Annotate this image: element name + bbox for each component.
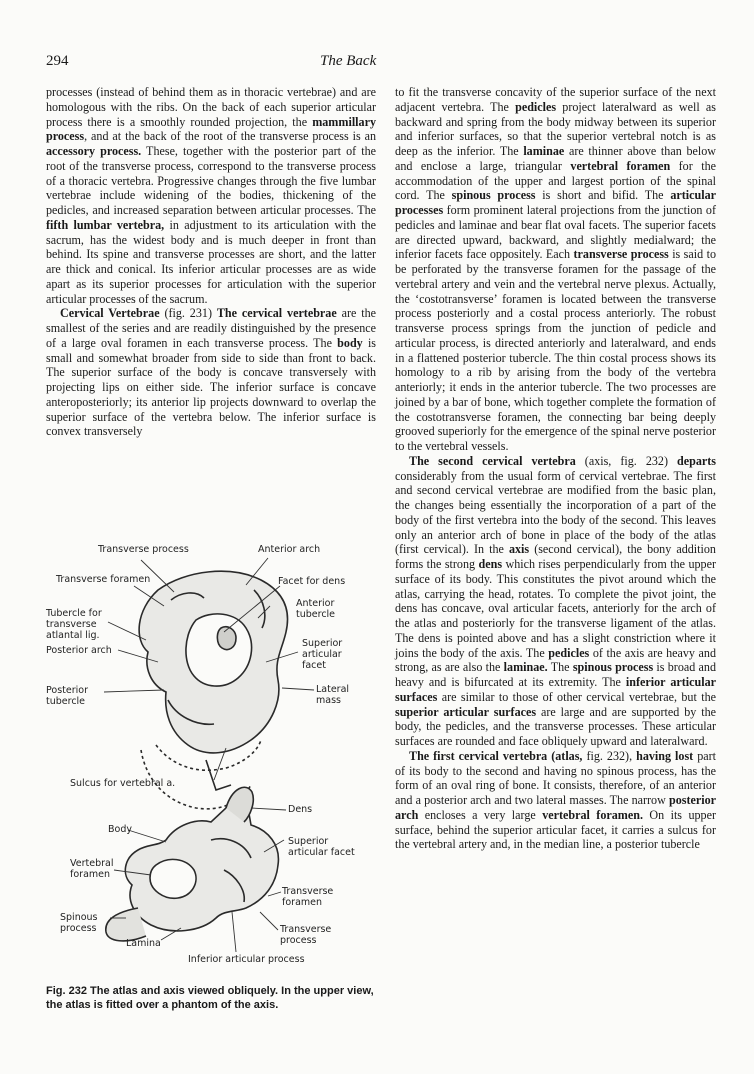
running-title: The Back (320, 53, 377, 69)
label-inferior-articular-process: Inferior articular process (188, 954, 305, 965)
paragraph: The first cervical vertebra (atlas, fig. 232), having lost part of its body to the second and having no spinous process, has the form of an oval ring of bone. It consists, therefore, of an anterior and a posterior arch and two lateral masses. The narrow posterior arch encloses a very large vertebral foramen. On its upper surface, behind the superior articular facet, it carries a sulcus for the vertebral artery and, in the median line, a posterior tubercle (395, 748, 716, 852)
label-anterior-arch: Anterior arch (258, 544, 321, 555)
label-superior-articular-facet: Superior articular facet (302, 638, 343, 671)
label-lamina: Lamina (126, 938, 161, 949)
paragraph: processes (instead of behind them as in thoracic vertebrae) and are homologous with the ribs. On the back of each superior articular process there is a smoothly rounded projection, the mammillary process, and at the back of the root of the transverse process is an accessory process. These, together with the posterior part of the root of the transverse process, correspond to the transverse process of a thoracic vertebra. Progressive changes through the five lumbar vertebrae include widening of the bodies, thickening of the pedicles, and increased separation between articular processes. The fifth lumbar vertebra, in adjustment to its articulation with the sacrum, has the widest body and is much deeper in front than behind. Its spine and transverse processes are short, and the latter are thick and conical. Its inferior articular processes are as wide apart as its superior processes for articulation with the superior articular processes of the sacrum. (46, 85, 376, 306)
paragraph: to fit the transverse concavity of the superior surface of the next adjacent vertebra. The pedicles project lateralward as well as backward and spring from the body midway between its superior and inferior surfaces, so that the superior vertebral notch is as deep as the inferior. The laminae are thinner above than below and enclose a large, triangular vertebral foramen for the accommodation of the upper and largest portion of the spinal cord. The spinous process is short and bifid. The articular processes form prominent lateral projections from the junction of pedicles and laminae and bear flat oval facets. The superior facets are directed upward, backward, and slightly medialward; the inferior facets face oppositely. Each transverse process is said to be perforated by the transverse foramen for the passage of the vertebral artery and vein and the vertebral nerve plexus. Actually, the ‘costotransverse’ foramen is located between the transverse process posteriorly and a costal process anteriorly. The robust transverse process springs from the junction of pedicle and articular process, is directed anteriorly and lateralward, and ends in a flattened posterior tubercle. The thin costal process shows its homology to a rib by arising from the body of the vertebra anteriorly; it ends in the anterior tubercle. The two processes are joined by a bar of bone, which together complete the formation of the costotransverse foramen, the connecting bar being deeply grooved superiorly for the emergence of the spinal nerve posterior to the vertebral vessels. (395, 85, 716, 453)
label-anterior-tubercle: Anterior tubercle (296, 598, 336, 620)
label-facet-for-dens: Facet for dens (278, 576, 346, 587)
label-transverse-process-axis: Transverse process (280, 924, 332, 946)
label-posterior-tubercle: Posterior tubercle (46, 685, 88, 707)
paragraph: Cervical Vertebrae (fig. 231) The cervical vertebrae are the smallest of the series and are readily distinguished by the presence of a large oval foramen in each transverse process. The body is small and somewhat broader from side to side than front to back. The superior surface of the body is concave transversely with projecting lips on either side. The inferior surface is concave anteroposteriorly; its anterior lip projects downward to overlap the superior surface of the vertebra below. The inferior surface is convex transversely (46, 306, 377, 439)
left-column (46, 85, 376, 439)
label-posterior-arch: Posterior arch (46, 645, 112, 656)
label-dens: Dens (288, 804, 313, 815)
page-number: 294 (46, 53, 69, 69)
label-vertebral-foramen: Vertebral foramen (70, 858, 114, 880)
figure-caption: Fig. 232 The atlas and axis viewed obliquely. In the upper view, the atlas is fitted over a phantom of the axis. (46, 985, 374, 1011)
right-column (395, 85, 716, 852)
label-transverse-foramen-axis: Transverse foramen (282, 886, 334, 908)
label-superior-articular-facet-axis: Superior articular facet (288, 836, 355, 858)
label-transverse-process: Transverse process (98, 544, 189, 555)
label-transverse-foramen: Transverse foramen (56, 574, 151, 585)
figure-atlas-axis (46, 540, 376, 970)
label-tubercle-for-ligament: Tubercle for transverse atlantal lig. (46, 608, 102, 641)
label-body: Body (108, 824, 132, 835)
label-lateral-mass: Lateral mass (316, 684, 350, 706)
paragraph: The second cervical vertebra (axis, fig. 232) departs considerably from the usual form of cervical vertebrae. The first and second cervical vertebrae are modified from the basic plan, the changes being essentially the incorporation of a part of the body of the first vertebra into the body of the second. This leaves only an anterior arch of bone in place of the body of the atlas (first cervical). In the axis (second cervical), the bony addition forms the strong dens which rises perpendicularly from the upper surface of its body. This constitutes the pivot around which the atlas, carrying the head, rotates. To complete the pivot joint, the dens has concave, oval articular facets, anteriorly for the arch of the atlas and posteriorly for the transverse ligament of the atlas. The dens is pointed above and has a slight constriction where it joins the body of the axis. The pedicles of the axis are heavy and strong, as are also the laminae. The spinous process is broad and heavy and is bifurcated at its extremity. The inferior articular surfaces are similar to those of other cervical vertebrae, but the superior articular surfaces are large and are supported by the body, the pedicles, and the transverse processes. These articular surfaces are rounded and face obliquely upward and lateralward. (395, 453, 717, 748)
label-spinous-process: Spinous process (60, 912, 98, 934)
label-sulcus-vertebral-artery: Sulcus for vertebral a. (70, 778, 176, 789)
